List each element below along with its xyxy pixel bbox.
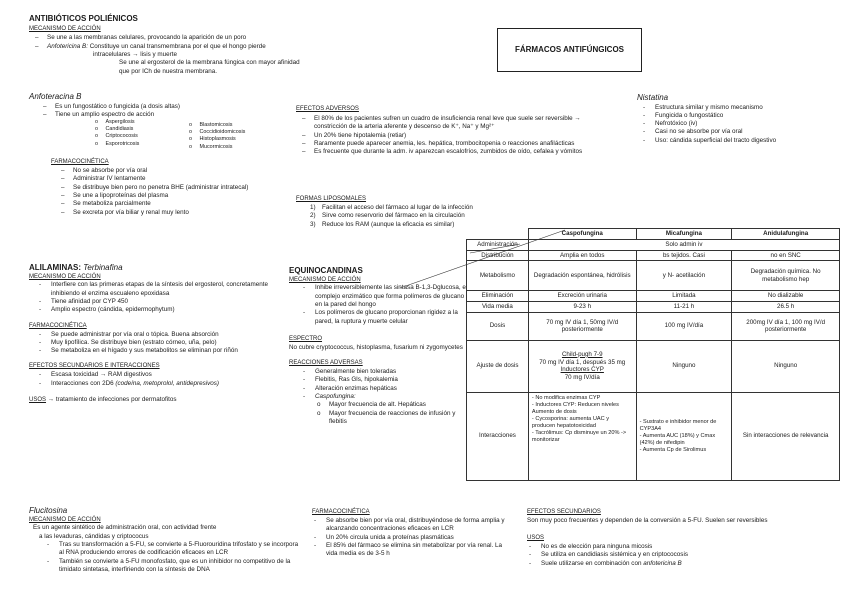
list-item: - Generalmente bien toleradas bbox=[303, 368, 397, 376]
table-row: Vida media 9-23 h 11-21 h 26.5 h bbox=[467, 302, 840, 313]
header-caspofungina: Caspofungina bbox=[528, 229, 636, 240]
list-item: - Muy lipofílica. Se distribuye bien (estrato córneo, uña, pelo) bbox=[39, 338, 217, 346]
list-item: – El 80% de los pacientes sufren un cuadro de insuficiencia renal leve que suele ser reversible → constricción de la arteria aferente y descenso de K⁺, Na⁺ y Mg²⁺ bbox=[302, 114, 581, 131]
list-item: 2) Sirve como reservorio del fármaco en la circulación bbox=[310, 212, 465, 220]
alilaminas-usos: USOS → tratamiento de infecciones por dermatofitos bbox=[29, 395, 177, 403]
list-item: - Fungicida o fungostático bbox=[643, 111, 724, 119]
arrow-right-icon: → bbox=[132, 51, 139, 59]
equinocandinas-espectro-heading: ESPECTRO bbox=[289, 335, 323, 342]
alilaminas-section bbox=[29, 263, 279, 405]
anfotericina-section bbox=[29, 92, 289, 217]
interacciones-caspofungina: - No modifica enzimas CYP - Inductores CYP: Reducen niveles Aumento de dosis - Cycosporina: aumenta UAC y producen hepatotoxicidad - Tacrólimus: Cp disminuye un 20% -> monitorizar bbox=[528, 392, 636, 480]
equinocandinas-mec-heading: MECANISMO DE ACCIÓN bbox=[289, 276, 361, 283]
list-item: - Casi no se absorbe por vía oral bbox=[643, 128, 743, 136]
list-item: - Uso: cándida superficial del tracto digestivo bbox=[643, 136, 777, 144]
alilaminas-title: ALILAMINAS: Terbinafina bbox=[29, 263, 123, 272]
alilaminas-farm-heading: FARMACOCINÉTICA bbox=[29, 322, 87, 329]
list-item: - No es de elección para ninguna micosis bbox=[529, 543, 653, 551]
list-item: - El 85% del fármaco se elimina sin metabolizar por vía renal. La vida media es de 3-5 h bbox=[314, 541, 503, 558]
efectos-adversos-heading: EFECTOS ADVERSOS bbox=[296, 106, 359, 112]
nistatina-section bbox=[637, 93, 837, 145]
alilaminas-sec-heading: EFECTOS SECUNDARIOS E INTERACCIONES bbox=[29, 363, 160, 370]
interacciones-micafungina: - Sustrato e inhibidor menor de CYP3A4 - Aumenta AUC (18%) y Cmax (42%) de nifedipin - Aumenta Cp de Sirolimus bbox=[636, 392, 732, 480]
equinocandinas-title: EQUINOCANDINAS bbox=[289, 266, 363, 275]
list-item: - Interfiere con las primeras etapas de la síntesis del ergosterol, concretamente inhibiendo el enzima escualeno epoxidasa bbox=[39, 281, 269, 297]
table-row: Interacciones - No modifica enzimas CYP - Inductores CYP: Reducen niveles Aumento de dosis - Cycosporina: aumenta UAC y producen hepatotoxicidad - Tacrólimus: Cp disminuye un 20% -> monitorizar - Sustrato e inhibidor menor de CYP3A4 - Aumenta AUC (18%) y Cmax (42%) de nifedipin - Aumenta Cp de Sirolimus Sin interacciones de relevancia bbox=[467, 392, 840, 480]
list-item: – Se une a las membranas celulares, provocando la aparición de un poro bbox=[35, 34, 247, 42]
flucitosina-efectos-heading: EFECTOS SECUNDARIOS bbox=[527, 509, 601, 515]
list-item: – Se excreta por vía biliar y renal muy lento bbox=[61, 208, 189, 216]
flucitosina-title: Flucitosina bbox=[29, 506, 68, 515]
table-row: Metabolismo Degradación espontánea, hidrólisis y N- acetilación Degradación química. No metabolismo hep bbox=[467, 261, 840, 291]
anfotericina-farm-heading: FARMACOCINÉTICA bbox=[51, 159, 109, 166]
list-item: - Suele utilizarse en combinación con anfotericina B bbox=[529, 559, 682, 567]
list-item: – Raramente puede aparecer anemia, les. hepática, trombocitopenia o reacciones anafilácticas bbox=[302, 139, 575, 147]
list-item: o Mayor frecuencia de alt. Hepáticas bbox=[317, 401, 426, 409]
list-item: - Los polímeros de glucano proporcionan rigidez a la pared, la ruptura y muerte celular bbox=[303, 309, 458, 325]
equinocandinas-reacciones-heading: REACCIONES ADVERSAS bbox=[289, 360, 363, 367]
list-item: - También se convierte a 5-FU monofosfato, que es un inhibidor no competitivo de la timidato sintetasa, interfiriendo con la síntesis de DNA bbox=[47, 557, 291, 573]
list-item: - Alteración enzimas hepáticas bbox=[303, 384, 397, 392]
liposomales-heading: FORMAS LIPOSOMALES bbox=[296, 196, 367, 202]
list-item: - Interacciones con 2D6 (codeína, metoprolol, antidepresivos) bbox=[39, 379, 220, 387]
table-row: Ajuste de dosis Child-pugh 7-9 70 mg IV día 1, después 35 mg Inductores CYP 70 mg IV/día Ninguno Ninguno bbox=[467, 340, 840, 392]
flucitosina-usos-heading: USOS bbox=[527, 535, 545, 542]
list-item: - Nefrotóxico (iv) bbox=[643, 120, 698, 128]
list-item: - Caspofungina: bbox=[303, 392, 356, 400]
list-item: – No se absorbe por vía oral bbox=[61, 167, 148, 175]
spectrum-col2: o Blastomicosis o Coccidioidomicosis o Histoplasmosis o Mucormicosis bbox=[189, 122, 246, 150]
flucitosina-efectos-section: EFECTOS SECUNDARIOS Son muy poco frecuentes y dependen de la conversión a 5-FU. Suelen ser reversibles USOS - No es de elección para ninguna micosis - Se utiliza en candidiasis sistémica y en criptococosis - Suele utilizarse en combinación con anfotericina B bbox=[527, 509, 837, 568]
list-item: – Se metaboliza parcialmente bbox=[61, 200, 151, 208]
polienicos-title: ANTIBIÓTICOS POLIÉNICOS bbox=[29, 14, 138, 23]
list-item: - Inhibe irreversiblemente las sintasa B-1,3-Dglucosa, el complejo enzimático que forma polímeros de glucano en la pared del hongo bbox=[303, 284, 468, 309]
list-item: – Tiene un amplio espectro de acción bbox=[43, 110, 155, 118]
efectos-adversos-section bbox=[296, 106, 586, 156]
anfotericina-title: Anfoteracina B bbox=[29, 92, 82, 101]
list-item: o Mayor frecuencia de reacciones de infusión y flebitis bbox=[317, 409, 456, 425]
list-item: - Tras su transformación a 5-FU, se convierte a 5-Fluorouridina trifosfato y se incorpora al RNA produciendo errores de codificación eficaces en LCR bbox=[47, 541, 299, 557]
polienicos-mecanismo-heading: MECANISMO DE ACCIÓN bbox=[29, 25, 101, 32]
table-row: Dosis 70 mg IV día 1, 50mg IV/d posteriormente 100 mg IV/día 200mg IV día 1, 100 mg IV/d posteriormente bbox=[467, 312, 840, 340]
equinocandinas-espectro: No cubre cryptococcus, histoplasma, fusarium ni zygomycetes bbox=[289, 343, 463, 351]
flucitosina-section: Flucitosina MECANISMO DE ACCIÓN Es un agente sintético de administración oral, con actividad frente a las levaduras, cándidas y criptococus - Tras su transformación a 5-FU, se convierte a 5-Fluorouridina trifosfato y se incorpora al RNA produciendo errores de codificación eficaces en LCR - También se convierte a 5-FU monofosfato, que es un inhibidor no competitivo de la timidato sintetasa, interfiriendo con la síntesis de DNA bbox=[29, 506, 304, 574]
polienicos-section: ANTIBIÓTICOS POLIÉNICOS MECANISMO DE ACCIÓN – Se une a las membranas celulares, provocando la aparición de un poro – Anfotericina B: Constituye un canal transmembrana por el que el hongo pierde intracelulares → lisis y muerte Se une al ergosterol de la membrana fúngica con mayor afinidad que por ICh de nuestra membrana. bbox=[29, 14, 359, 76]
flucitosina-farm-section bbox=[312, 509, 512, 558]
list-item: - Se metaboliza en el hígado y sus metabolitos se eliminan por riñón bbox=[39, 347, 238, 355]
list-item: – Un 20% tiene hipotalemia (retiar) bbox=[302, 131, 407, 139]
list-item: – Se distribuye bien pero no penetra BHE (administrar intratecal) bbox=[61, 183, 249, 191]
alilaminas-mec-heading: MECANISMO DE ACCIÓN bbox=[29, 273, 101, 280]
liposomales-section bbox=[296, 196, 566, 229]
list-item: – Es frecuente que durante la adm. iv aparezcan escalofríos, zumbidos de oído, cefalea y vómitos bbox=[302, 148, 583, 156]
arrow-right-icon: → bbox=[47, 395, 55, 403]
list-item: – Administrar IV lentamente bbox=[61, 175, 146, 183]
nistatina-title: Nistatina bbox=[637, 93, 669, 102]
table-row: Eliminación Excreción urinaria Limitada No dializable bbox=[467, 291, 840, 302]
title-box bbox=[497, 28, 642, 72]
list-item: - Amplio espectro (cándida, epidermophytum) bbox=[39, 306, 175, 314]
list-item: - Estructura similar y mismo mecanismo bbox=[643, 103, 763, 111]
page-title: FÁRMACOS ANTIFÚNGICOS bbox=[514, 44, 625, 54]
list-item: – Anfotericina B: Constituye un canal transmembrana por el que el hongo pierde bbox=[35, 42, 266, 50]
list-item: 1) Facilitan el acceso del fármaco al lugar de la infección bbox=[310, 203, 473, 211]
header-micafungina: Micafungina bbox=[636, 229, 732, 240]
list-item: – Se une a lipoproteínas del plasma bbox=[61, 191, 169, 199]
list-item: - Un 20% circula unida a proteínas plasmáticas bbox=[314, 533, 454, 541]
list-item: - Se absorbe bien por vía oral, distribuyéndose de forma amplia y alcanzando concentraciones eficaces en LCR bbox=[314, 516, 505, 533]
list-item: 3) Reduce los RAM (aunque la eficacia es similar) bbox=[310, 220, 455, 228]
table-row: Distribución Amplia en todos bs tejidos. Casi no en SNC bbox=[467, 250, 840, 261]
spectrum-col1: o Aspergilosis o Candidiasis o Criptococosis o Esporotricosis bbox=[95, 119, 140, 147]
list-item: - Se puede administrar por vía oral o tópica. Buena absorción bbox=[39, 330, 219, 338]
table-row: Administración Solo admin iv bbox=[467, 239, 840, 250]
list-item: - Tiene afinidad por CYP 450 bbox=[39, 298, 129, 306]
table-header-row bbox=[467, 229, 840, 240]
flucitosina-mec-heading: MECANISMO DE ACCIÓN bbox=[29, 516, 101, 523]
equinocandinas-table bbox=[466, 228, 840, 481]
list-item: - Flebitis, Ras Gls, hipokalemia bbox=[303, 376, 398, 384]
list-item: - Escasa toxicidad → RAM digestivos bbox=[39, 371, 152, 379]
flucitosina-farm-heading: FARMACOCINÉTICA bbox=[312, 509, 370, 515]
header-anidulafungina: Anidulafungina bbox=[732, 229, 840, 240]
ajuste-caspofungina: Child-pugh 7-9 70 mg IV día 1, después 35 mg Inductores CYP 70 mg IV/día bbox=[528, 340, 636, 392]
list-item: – Es un fungostático o fungicida (a dosis altas) bbox=[43, 102, 180, 110]
list-item: - Se utiliza en candidiasis sistémica y en criptococosis bbox=[529, 551, 688, 559]
